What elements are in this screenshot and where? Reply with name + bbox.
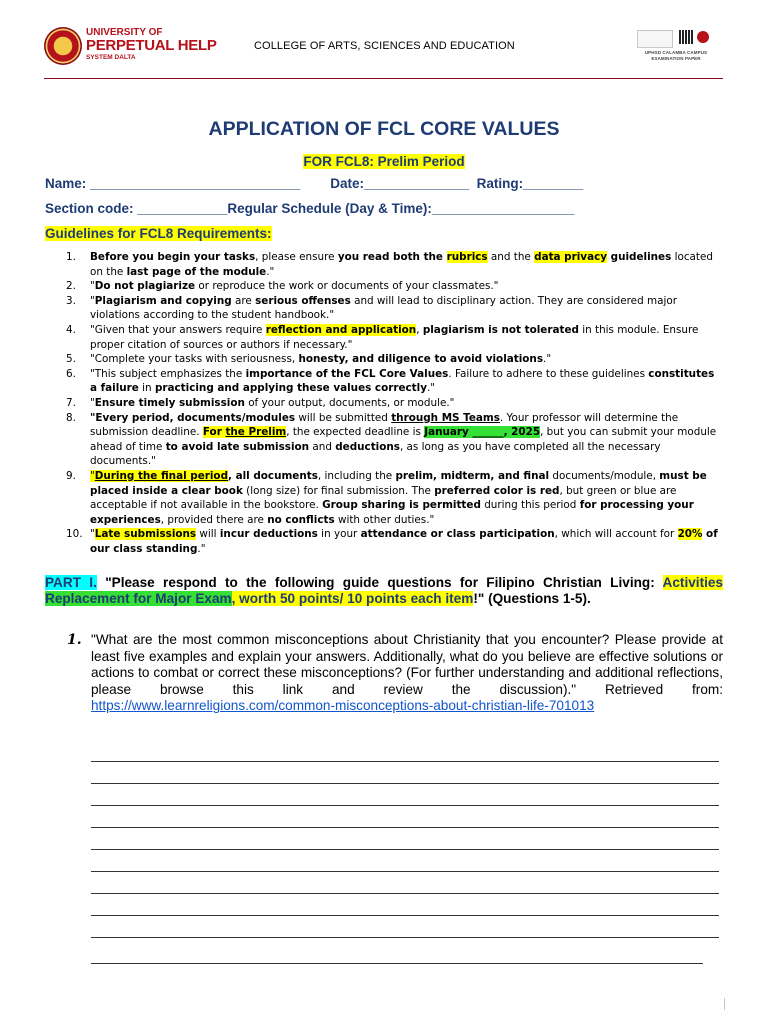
guideline-text: , but you can submit your module ahead of time [90,426,717,453]
guideline-text: " [90,294,95,307]
guideline-text: with other duties." [334,513,435,526]
guideline-text: Plagiarism and copying [94,294,232,307]
guideline-text: " [90,469,95,482]
guideline-text: "Given that your answers require [90,323,266,336]
guideline-text: you read both the [337,251,447,263]
question-number: 1. [67,632,82,648]
guideline-text: last page of the module [126,265,267,278]
answer-line[interactable] [91,893,719,894]
guideline-text: , which will account for [554,528,678,541]
part-one-highlight-3: , worth 50 points/ 10 points each item [231,591,474,606]
guideline-text: through MS Teams [391,411,500,424]
guideline-text: Do not plagiarize [94,280,196,293]
guideline-text: ." [266,265,275,278]
guideline-text: no conflicts [267,513,335,526]
guideline-text: located on the [90,251,713,278]
guideline-text: , please ensure [255,251,338,263]
qr-code-icon [679,30,693,44]
guideline-text: and will lead to disciplinary action. They are considered major violations according to the student handbook." [90,294,677,322]
guideline-number: 8. [66,411,76,424]
guideline-item [52,411,724,469]
guideline-text: "Every period, documents/modules [90,411,296,424]
part-one-label: PART I. [45,575,97,590]
guideline-text: or reproduce the work or documents of your classmates." [195,280,499,293]
guideline-item [52,396,724,411]
answer-line[interactable] [91,937,719,938]
guideline-text: will [196,528,220,541]
guideline-number: 10. [66,528,83,541]
guideline-text: practicing and applying these values correctly [154,382,427,395]
guideline-text: of your output, documents, or module." [244,396,455,409]
guideline-text: constitutes a failure [90,367,715,395]
question-text [91,632,723,715]
guideline-number: 6. [66,367,76,380]
guideline-text: are [231,294,256,307]
guideline-text: "This subject emphasizes the [90,367,246,380]
guideline-text: (long size) for final submission. The [242,484,435,497]
guideline-item [52,279,724,294]
guideline-text: ." [426,382,436,395]
logo-line-3: SYSTEM DALTA [86,54,136,61]
part-one-highlight-1: Activities [662,575,723,590]
guideline-text: and the [487,251,535,263]
guideline-text: the Prelim [225,426,287,439]
guideline-item [52,294,724,323]
answer-line[interactable] [91,963,703,964]
college-name: COLLEGE OF ARTS, SCIENCES AND EDUCATION [254,40,515,52]
guideline-text: Late submissions [94,528,197,541]
university-logo [44,27,217,67]
guideline-number: 4. [66,323,76,336]
answer-line[interactable] [91,915,719,916]
answer-line[interactable] [91,761,719,762]
logo-line-2: PERPETUAL HELP [86,37,217,54]
answer-line[interactable] [91,871,719,872]
question-body: "What are the most common misconceptions about Christianity that you encounter? Please provide at least five examples and explain your answers. Additionally, what do you believe are effective solutions or actions to combat or correct these misconceptions? (For further understanding and additional reflections, please browse this link and review the discussion)." Retrieved from: [91,632,723,697]
guideline-text: for processing your experiences [90,499,694,526]
guideline-text: For [202,426,226,439]
guideline-text: " [90,528,95,541]
guideline-text: , as long as you have completed all the necessary documents." [90,440,661,468]
certification-logo-icon [637,30,673,48]
guideline-text: . Your professor will determine the submission deadline. [90,411,679,439]
campus-seal-icon [697,31,709,43]
guideline-text: plagiarism is not tolerated [422,323,579,336]
guideline-text: documents/module, [549,469,660,482]
document-title: APPLICATION OF FCL CORE VALUES [208,118,560,140]
guideline-text: importance of the FCL Core Values [245,367,449,380]
guideline-text: will be submitted [295,411,392,424]
document-subtitle: FOR FCL8: Prelim Period [303,154,465,169]
reference-link[interactable]: https://www.learnreligions.com/common-misconceptions-about-christian-life-701013 [91,698,595,714]
answer-line[interactable] [91,849,719,850]
guideline-text: "Complete your tasks with seriousness, [90,353,299,366]
guideline-text: During the final period [94,469,229,482]
guideline-text: January ______, 2025 [424,426,541,439]
page-edge-mark [724,998,725,1010]
guideline-text: during this period [480,499,580,512]
guideline-text: , [416,323,423,336]
guideline-text: in this module. Ensure proper citation of sources or authors if necessary." [90,323,699,351]
guideline-text: , the expected deadline is [286,426,425,439]
guideline-item [52,527,724,556]
guideline-text: 20% [677,528,703,541]
guideline-text: " [90,396,95,409]
guideline-text: , all documents [228,469,318,482]
part-one-instructions [45,575,723,607]
guideline-text: must be placed inside a clear book [90,469,707,497]
guideline-text: serious offenses [255,294,351,307]
guideline-text: , including the [317,469,396,482]
guideline-item [52,323,724,352]
university-seal-icon [44,27,82,65]
guideline-item [52,250,724,279]
guideline-text: deductions [335,440,400,453]
guideline-number: 2. [66,280,76,293]
guideline-text: data privacy [534,251,608,263]
guideline-text: , but green or blue are acceptable if not available in the bookstore. [90,484,677,512]
guideline-number: 9. [66,469,76,482]
guideline-text: Ensure timely submission [94,396,245,409]
guideline-text: and [309,440,336,453]
guideline-text: in [138,382,155,395]
exam-paper-badge [635,30,717,64]
part-one-highlight-2: Replacement for Major Exam [45,591,232,606]
badge-line-1: UPHSD CALAMBA CAMPUS [644,50,708,55]
guideline-number: 3. [66,294,76,307]
guideline-text: guidelines [607,251,672,263]
guideline-item [52,352,724,367]
badge-line-2: EXAMINATION PAPER [651,56,701,61]
guideline-number: 1. [66,251,76,263]
logo-line-1: UNIVERSITY OF [86,27,163,38]
guideline-number: 7. [66,396,76,409]
guideline-text: incur deductions [219,528,318,541]
guideline-item [52,367,724,396]
guideline-number: 5. [66,353,76,366]
header-divider [44,78,723,79]
part-one-intro: "Please respond to the following guide questions for Filipino Christian Living: [96,575,663,590]
guideline-text: . Failure to adhere to these guidelines [448,367,649,380]
guideline-text: ." [543,353,552,366]
guideline-text: rubrics [446,251,488,263]
guideline-text: honesty, and diligence to avoid violations [298,353,544,366]
guideline-text: of our class standing [90,528,718,555]
guideline-text: preferred color is red [434,484,560,497]
guideline-text: , provided there are [160,513,268,526]
guideline-text: to avoid late submission [165,440,310,453]
guideline-text: " [90,280,95,293]
guidelines-heading: Guidelines for FCL8 Requirements: [45,226,272,241]
guideline-text: ." [197,542,206,555]
guideline-text: Group sharing is permitted [322,499,481,512]
answer-line[interactable] [91,783,719,784]
guideline-text: Before you begin your tasks [90,251,256,263]
guidelines-list [52,250,724,556]
guideline-item [52,469,724,527]
guideline-text: attendance or class participation [360,528,555,541]
part-one-end: !" (Questions 1-5). [473,591,591,606]
answer-line[interactable] [91,827,719,828]
section-schedule-row: Section code: ____________Regular Schedule (Day & Time):___________________ [45,201,575,216]
answer-line[interactable] [91,805,719,806]
guideline-text: in your [317,528,361,541]
guideline-text: reflection and application [265,323,417,336]
guideline-text: prelim, midterm, and final [395,469,550,482]
name-date-rating-row: Name: ____________________________ Date:______________ Rating:________ [45,176,584,191]
